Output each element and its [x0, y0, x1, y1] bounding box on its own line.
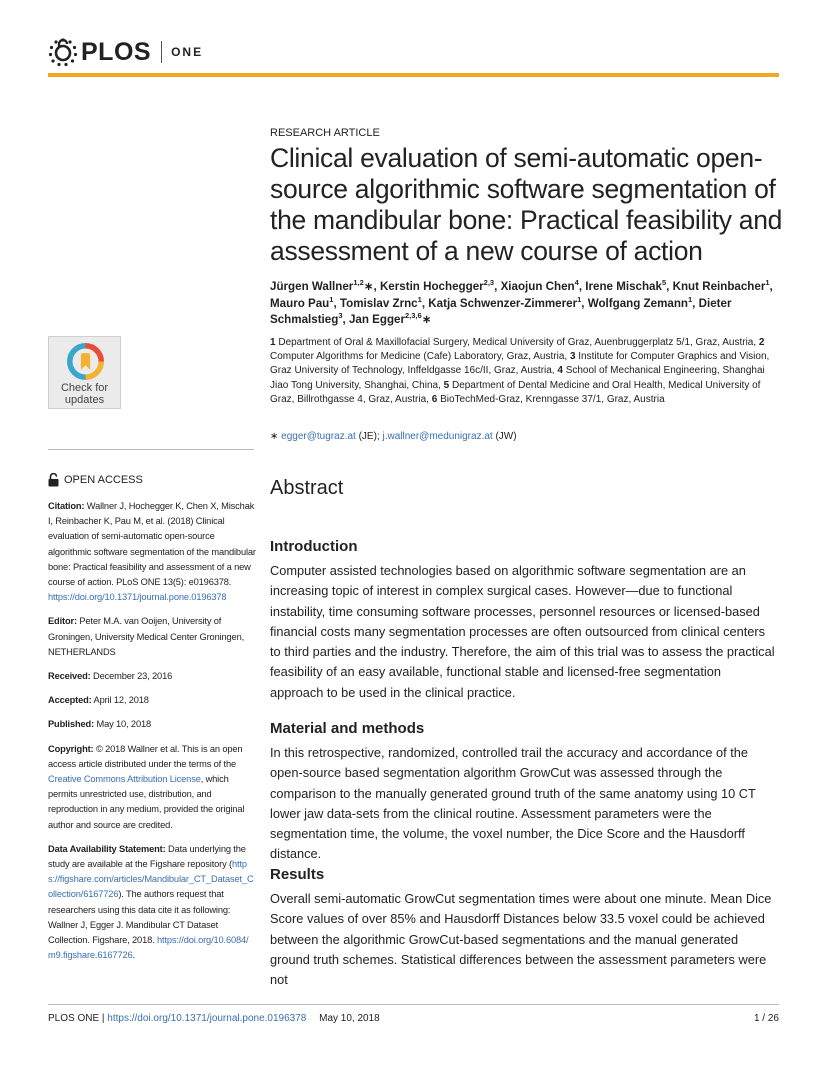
footer-journal: PLOS ONE |: [48, 1013, 105, 1024]
editor-text: Peter M.A. van Ooijen, University of Groningen, University Medical Center Groningen, NETHERLANDS: [48, 616, 245, 657]
plos-open-lock-logo-icon: [48, 37, 78, 67]
section-text-introduction: Computer assisted technologies based on algorithmic software segmentation are an increasing topic of interest in complex surgical cases. However—due to functional instability, time consuming software processes, personnel resources or licensed-based financial costs many segmentation processes are often outsourced from clinical centers to third parties and the industry. Therefore, the aim of this trial was to assess the practical feasibility of an easy available, functional stable and licensed-free segmentation approach to be used in the clinical practice.: [270, 563, 775, 700]
author-name: Jan Egger: [348, 313, 405, 326]
badge-line-1: Check for: [60, 382, 109, 394]
data-availability: [48, 842, 256, 964]
author-affiliation-marker: 5: [661, 278, 667, 288]
author: Katja Schwenzer-Zimmerer$^1$,: [428, 294, 588, 310]
citation-label: Citation:: [48, 501, 85, 511]
data-availability-text: Data underlying the study are available at the Figshare repository (: [48, 843, 246, 870]
page-number: 1 / 26: [753, 1013, 779, 1024]
author-affiliation-marker: 1: [577, 294, 582, 304]
published-label: Published:: [48, 719, 95, 730]
header-accent-bar: [48, 73, 779, 77]
affiliation-text: Department of Oral & Maxillofacial Surgery, Medical University of Graz, Auenbruggerplatz 5/1, Graz, Austria,: [275, 337, 759, 348]
accepted-date: April 12, 2018: [93, 695, 149, 706]
author-name: Jürgen Wallner: [270, 280, 354, 293]
author-affiliation-marker: 1,2: [353, 278, 364, 288]
copyright-label: Copyright:: [48, 743, 94, 754]
corresponding-who-1: (JE);: [358, 431, 380, 442]
author: [349, 313, 431, 326]
author-name: Irene Mischak: [585, 280, 662, 293]
affiliation-text: Computer Algorithms for Medicine (Cafe) Laboratory, Graz, Austria,: [270, 351, 570, 363]
affiliation-number: 2: [758, 337, 765, 348]
plos-logo[interactable]: [48, 36, 203, 68]
author: Kerstin Hochegger$^{2,3}$,: [379, 278, 501, 293]
data-availability-label: Data Availability Statement:: [48, 843, 166, 854]
author-list: [270, 279, 775, 329]
editor: [48, 614, 256, 660]
affiliations: [270, 336, 782, 407]
author-name: Xiaojun Chen: [500, 280, 575, 293]
author: Dieter Schmalstieg$^3$,: [270, 296, 732, 326]
author-affiliation-marker: 2,3: [483, 278, 495, 288]
abstract-heading: Abstract: [270, 477, 344, 499]
citation-doi-link[interactable]: https://doi.org/10.1371/journal.pone.0196378: [48, 592, 227, 603]
section-heading-methods: Material and methods: [270, 720, 425, 737]
received: [48, 669, 256, 684]
crossmark-icon: [67, 343, 104, 380]
received-label: Received:: [48, 671, 91, 682]
accepted: [48, 693, 256, 708]
article-metadata-sidebar: [48, 499, 256, 972]
author-name: Tomislav Zrnc: [339, 296, 418, 310]
dataset-doi-link[interactable]: https://doi.org/10.6084/m9.figshare.6167726: [48, 935, 249, 961]
affiliation-text: Department of Dental Medicine and Oral Health, Medical University of Graz, Billrothgasse 4, Graz, Austria,: [270, 379, 761, 405]
footer-citation: [48, 1013, 380, 1024]
journal-name: ONE: [171, 45, 204, 59]
affiliation-number: 3: [569, 351, 576, 363]
open-access-text: OPEN ACCESS: [64, 474, 143, 486]
author-affiliation-marker: 1: [765, 278, 770, 288]
article-type: RESEARCH ARTICLE: [270, 127, 380, 139]
affiliation-text: School of Mechanical Engineering, Shanghai Jiao Tong University, Shanghai, China,: [270, 365, 765, 391]
author-name: Wolfgang Zemann: [587, 296, 688, 310]
affiliation-number: 1: [270, 337, 276, 348]
author-affiliation-marker: 3: [338, 311, 343, 321]
affiliation-text: BioTechMed-Graz, Krenngasse 37/1, Graz, Austria: [437, 393, 665, 405]
footer-divider: [48, 1004, 779, 1005]
section-text-results: Overall semi-automatic GrowCut segmentation times were about one minute. Mean Dice Score values of over 85% and Hausdorff Distances below 33.5 voxel could be achieved between the algorithmic GrowCut-based segmentations and the manual generated ground truth schemes. Statistical differences between the assessment parameters were not: [270, 891, 772, 988]
author-affiliation-marker: 1: [329, 294, 334, 304]
data-availability-text-2: ). The authors request that researchers using this data cite it as following: Wallner J, Egger J. Mandibular CT Dataset Collection. Figshare, 2018.: [48, 889, 231, 946]
author: Xiaojun Chen$^4$,: [500, 278, 586, 293]
copyright-text-end: , which permits unrestricted use, distribution, and reproduction in any medium, provided the original author and source are credited.: [48, 774, 245, 830]
section-heading-results: Results: [270, 866, 325, 883]
citation-text: Wallner J, Hochegger K, Chen X, Mischak I, Reinbacher K, Pau M, et al. (2018) Clinical evaluation of semi-automatic open-source algorithmic software segmentation of the mandibular bone: Practical feasibility and assessment of a new course of action. PLoS ONE 13(5): e0196378.: [48, 501, 256, 588]
license-link[interactable]: Creative Commons Attribution License: [48, 774, 201, 785]
author-name: Katja Schwenzer-Zimmerer: [428, 296, 578, 310]
email-link-egger[interactable]: egger@tugraz.at: [281, 431, 356, 442]
data-availability-end: .: [132, 950, 135, 961]
author-name: Dieter Schmalstieg: [270, 296, 732, 326]
open-lock-icon: [48, 473, 59, 487]
corresponding-mark: ∗: [270, 431, 279, 442]
affiliation-number: 4: [557, 365, 563, 377]
footer-doi-link[interactable]: https://doi.org/10.1371/journal.pone.0196378: [107, 1013, 307, 1024]
published-date: May 10, 2018: [96, 719, 152, 730]
logo-name: PLOS: [81, 37, 152, 66]
check-for-updates-badge[interactable]: [48, 336, 121, 409]
affiliation: [270, 337, 759, 348]
received-date: December 23, 2016: [93, 671, 173, 682]
author-name: Knut Reinbacher: [672, 280, 766, 293]
author-affiliation-marker: 2,3,6: [405, 311, 422, 321]
author-affiliation-marker: 4: [574, 278, 579, 288]
author: Irene Mischak$^5$,: [585, 278, 673, 293]
author: Mauro Pau$^1$,: [270, 294, 340, 310]
affiliation-number: 5: [443, 379, 450, 391]
corresponding-authors: [270, 431, 517, 442]
author-affiliation-marker: 1: [417, 294, 422, 304]
copyright: [48, 742, 256, 833]
section-heading-introduction: Introduction: [270, 538, 358, 555]
badge-line-2: updates: [64, 394, 105, 406]
citation: [48, 499, 256, 605]
affiliation-text: Institute for Computer Graphics and Vision, Graz University of Technology, Inffeldgasse 16c/II, Graz, Austria,: [270, 351, 770, 377]
email-link-wallner[interactable]: j.wallner@medunigraz.at: [382, 431, 493, 442]
logo-divider: [161, 41, 162, 63]
accepted-label: Accepted:: [48, 695, 92, 706]
article-title: Clinical evaluation of semi-automatic open-source algorithmic software segmentation of the mandibular bone: Practical feasibility and assessment of a new course of action: [270, 143, 783, 266]
corresponding-author-mark: ∗: [363, 280, 374, 293]
corresponding-who-2: (JW): [495, 431, 517, 442]
author: Wolfgang Zemann$^1$,: [587, 294, 699, 310]
affiliation-number: 6: [431, 393, 438, 405]
corresponding-author-mark: ∗: [421, 313, 432, 326]
author-name: Kerstin Hochegger: [379, 280, 484, 293]
author: Jürgen Wallner$^{1,2}$∗,: [270, 278, 380, 293]
open-access-label: [48, 473, 143, 487]
footer-date: May 10, 2018: [319, 1013, 380, 1024]
author-name: Mauro Pau: [270, 296, 330, 310]
author: Knut Reinbacher$^1$,: [672, 278, 773, 293]
published: [48, 717, 256, 732]
figshare-link[interactable]: https://figshare.com/articles/Mandibular_CT_Dataset_Collection/6167726: [48, 859, 254, 900]
copyright-text: © 2018 Wallner et al. This is an open access article distributed under the terms of the: [48, 743, 243, 769]
author: Tomislav Zrnc$^1$,: [339, 294, 429, 310]
editor-label: Editor:: [48, 616, 77, 627]
sidebar-divider: [48, 449, 254, 450]
section-text-methods: In this retrospective, randomized, controlled trail the accuracy and accordance of the open-source based segmentation algorithm GrowCut was assessed through the comparison to the manually generated ground truth of the same anatomy using 10 CT lower jaw data-sets from the clinical routine. Assessment parameters were the segmentation time, the volume, the voxel number, the Dice Score and the Hausdorff distance.: [270, 745, 756, 862]
affiliation: [432, 394, 665, 405]
author-affiliation-marker: 1: [688, 294, 693, 304]
